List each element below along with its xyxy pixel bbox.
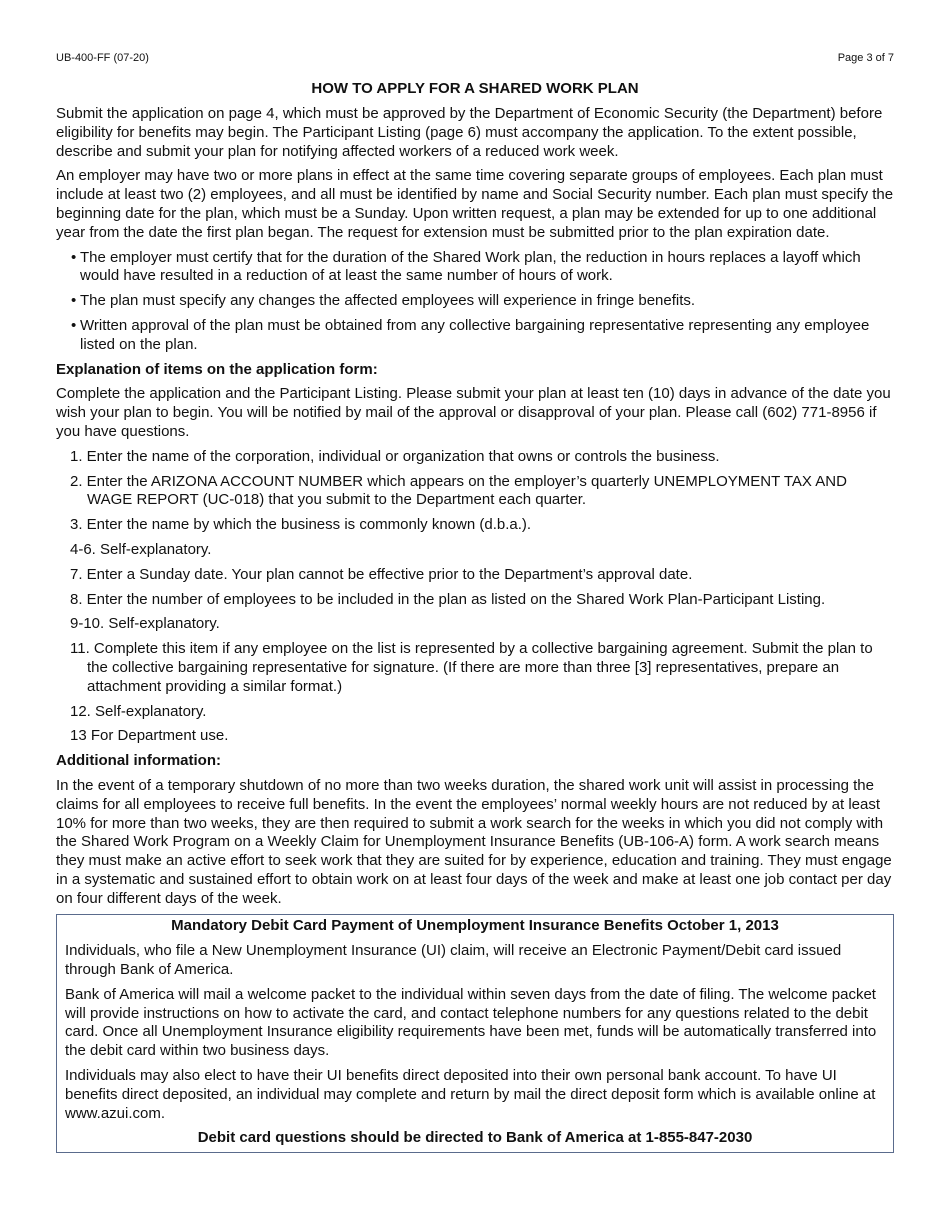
list-item: 7. Enter a Sunday date. Your plan cannot be effective prior to the Department’s approval date. [70, 565, 693, 583]
list-item: • The employer must certify that for the duration of the Shared Work plan, the reduction in hours replaces a layoff which would have resulted in a reduction of at least the same number of hours of work. [71, 248, 861, 285]
list-item: 1. Enter the name of the corporation, individual or organization that owns or controls the business. [70, 447, 720, 465]
notice-paragraph-1: Individuals, who file a New Unemployment Insurance (UI) claim, will receive an Electronic Payment/Debit card issued through Bank of America. [65, 942, 842, 979]
list-item: 3. Enter the name by which the business is commonly known (d.b.a.). [70, 516, 532, 534]
page-title: HOW TO APPLY FOR A SHARED WORK PLAN [311, 80, 639, 97]
explanation-items [56, 448, 894, 746]
intro-paragraph-1: Submit the application on page 4, which must be approved by the Department of Economic Security (the Department) before eligibility for benefits may begin. The Participant Listing (page 6) must accompany the application. To the extent possible, describe and submit your plan for notifying affected workers of a reduced work week. [56, 105, 883, 160]
notice-paragraph-3: Individuals may also elect to have their UI benefits direct deposited into their own personal bank account. To have UI benefits direct deposited, an individual may complete and return by mail the direct deposit form which is available online at www.azui.com. [65, 1067, 876, 1122]
debit-card-notice-box [56, 914, 894, 1153]
list-item: 2. Enter the ARIZONA ACCOUNT NUMBER which appears on the employer’s quarterly UNEMPLOYMENT TAX AND WAGE REPORT (UC-018) that you submit to the Department each quarter. [70, 472, 847, 509]
requirements-list [56, 249, 894, 355]
notice-paragraph-2: Bank of America will mail a welcome packet to the individual within seven days from the date of filing. The welcome packet will provide instructions on how to activate the card, and contact telephone numbers for any questions related to the debit card. Once all Unemployment Insurance eligibility requirements have been met, funds will be automatically transferred into the debit card within two business days. [65, 985, 877, 1060]
notice-footer: Debit card questions should be directed to Bank of America at 1-855-847-2030 [197, 1129, 753, 1147]
list-item: 12. Self-explanatory. [70, 702, 207, 720]
form-id: UB-400-FF (07-20) [56, 52, 149, 64]
bullet-icon: • [71, 292, 77, 310]
page-header [56, 52, 894, 68]
additional-text: In the event of a temporary shutdown of no more than two weeks duration, the shared work unit will assist in processing the claims for all employees to receive full benefits. In the event the employees’ normal weekly hours are not reduced by at least 10% for more than two weeks, they are then required to submit a work search for the weeks in which you did not comply with the Shared Work Program on a Weekly Claim for Unemployment Insurance Benefits (UB-106-A) form. A work search means they must make an active effort to seek work that they are suited for by experience, education and training. They must engage in a systematic and sustained effort to obtain work on at least four days of the week and make at least one job contact per day on four different days of the week. [56, 776, 892, 907]
list-item: 11. Complete this item if any employee on the list is represented by a collective bargaining agreement. Submit the plan to the collective bargaining representative for signature. (If there are more than three [3] representatives, prepare an attachment providing a similar format.) [70, 640, 873, 695]
notice-title: Mandatory Debit Card Payment of Unemployment Insurance Benefits October 1, 2013 [171, 917, 779, 935]
explanation-intro: Complete the application and the Participant Listing. Please submit your plan at least ten (10) days in advance of the date you wish your plan to begin. You will be notified by mail of the approval or disapproval of your plan. Please call (602) 771-8956 if you have questions. [56, 385, 891, 440]
list-item: • The plan must specify any changes the affected employees will experience in fringe benefits. [71, 292, 696, 310]
intro-paragraph-2: An employer may have two or more plans in effect at the same time covering separate groups of employees. Each plan must include at least two (2) employees, and all must be identified by name and Social Security number. Each plan must specify the beginning date for the plan, which must be a Sunday. Upon written request, a plan may be extended for up to one additional year from the date the first plan began. The request for extension must be submitted prior to the plan expiration date. [56, 167, 894, 241]
list-item: 13 For Department use. [70, 727, 229, 745]
page-number: Page 3 of 7 [837, 52, 894, 64]
additional-heading: Additional information: [56, 752, 221, 770]
list-item: 9-10. Self-explanatory. [70, 615, 220, 633]
document-body [56, 80, 894, 1153]
bullet-icon: • [71, 248, 77, 266]
list-item: • Written approval of the plan must be obtained from any collective bargaining representative representing any employee listed on the plan. [71, 316, 870, 353]
bullet-icon: • [71, 316, 77, 334]
explanation-heading: Explanation of items on the application form: [56, 360, 378, 378]
list-item: 4-6. Self-explanatory. [70, 540, 212, 558]
list-item: 8. Enter the number of employees to be included in the plan as listed on the Shared Work Plan-Participant Listing. [70, 590, 826, 608]
